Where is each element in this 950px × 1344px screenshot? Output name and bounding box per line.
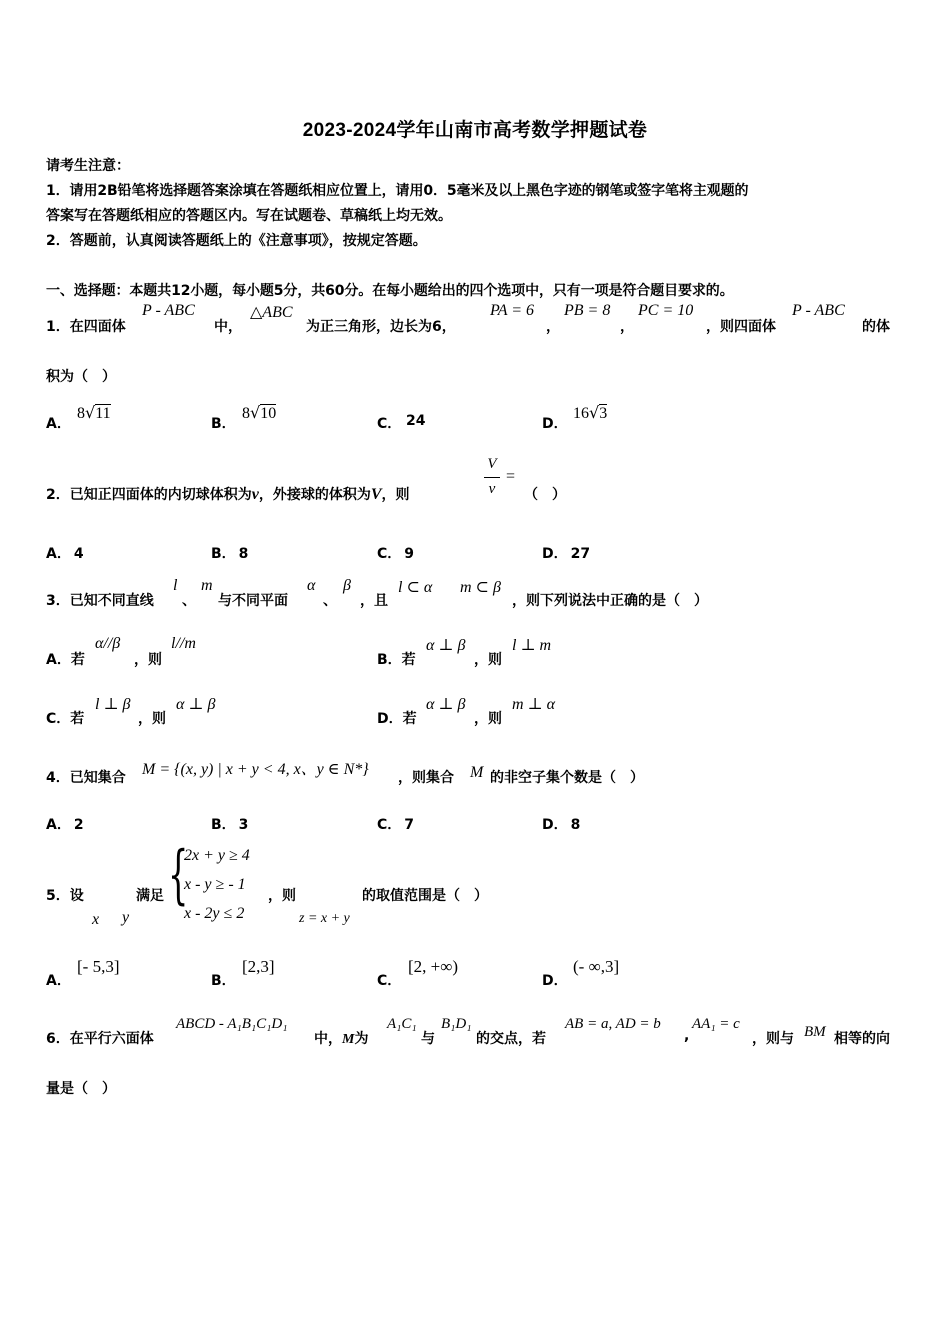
q5-option-b-label[interactable]: B． — [211, 973, 236, 989]
q5-text-1: 5．设 — [46, 888, 84, 904]
q3-option-b-result[interactable]: l ⊥ m — [512, 637, 552, 654]
q1-text-3: 为正三角形，边长为6， — [306, 319, 456, 335]
q3-text-1: 3．已知不同直线 — [46, 593, 154, 609]
q3-option-d-then[interactable]: ，则 — [474, 711, 502, 727]
q5-option-b-value[interactable]: [2,3] — [242, 957, 275, 976]
q5-text-3: ，则 — [268, 888, 296, 904]
q1-math-pb: PB = 8 — [564, 302, 611, 319]
q4-math-set: M = {(x, y) | x + y < 4, x、y ∈ N*} — [142, 761, 369, 778]
q2-fraction-bar — [484, 477, 500, 478]
q5-text-4: 的取值范围是（ ） — [362, 888, 488, 904]
q2-fraction-numerator: V — [487, 456, 497, 472]
q1-option-b-value[interactable]: 8√10 — [242, 403, 277, 422]
q1-math-pc: PC = 10 — [638, 302, 694, 319]
q1-comma-1: ， — [546, 319, 560, 335]
q3-sep-1: 、 — [182, 593, 196, 609]
q3-option-a-then[interactable]: ，则 — [134, 652, 162, 668]
q3-option-a-result[interactable]: l//m — [171, 635, 196, 652]
q3-option-a-label[interactable]: A．若 — [46, 652, 85, 668]
q1-math-tetrahedron: P - ABC — [142, 302, 195, 319]
q5-option-c-label[interactable]: C． — [377, 973, 402, 989]
q5-math-z: z = x + y — [299, 911, 350, 926]
q3-option-c-cond[interactable]: l ⊥ β — [95, 696, 131, 713]
q1-option-d-label[interactable]: D． — [542, 416, 568, 432]
q4-option-c[interactable]: C． 7 — [377, 817, 415, 833]
q4-text-3: 的非空子集个数是（ ） — [490, 770, 644, 786]
q6-text-3: 与 — [421, 1031, 435, 1047]
notice-heading: 请考生注意： — [46, 158, 130, 174]
q6-comma: , — [684, 1028, 690, 1044]
q3-text-3: ，且 — [360, 593, 388, 609]
q1-text-4: ，则四面体 — [706, 319, 776, 335]
q3-math-cond-1: l ⊂ α — [398, 579, 433, 596]
q1-math-tetrahedron-2: P - ABC — [792, 302, 845, 319]
q2-option-c[interactable]: C． 9 — [377, 546, 415, 562]
q2-equals: = — [506, 468, 516, 485]
q6-text-4: 的交点，若 — [476, 1031, 546, 1047]
q3-math-l: l — [173, 577, 178, 594]
q1-option-b-label[interactable]: B． — [211, 416, 236, 432]
notice-item-2: 2．答题前，认真阅读答题纸上的《注意事项》，按规定答题。 — [46, 233, 427, 249]
q2-fraction-denominator: v — [488, 481, 496, 497]
q1-option-d-value[interactable]: 16√3 — [573, 403, 608, 422]
q2-option-a[interactable]: A． 4 — [46, 546, 84, 562]
q1-option-a-value[interactable]: 8√11 — [77, 403, 111, 422]
q1-text-2: 中， — [214, 319, 242, 335]
q6-text-1: 6．在平行六面体 — [46, 1031, 154, 1047]
q3-option-c-then[interactable]: ，则 — [138, 711, 166, 727]
q1-text-1: 1．在四面体 — [46, 319, 126, 335]
q6-text-2: 中，M为 — [314, 1031, 369, 1047]
q5-brace: { — [168, 838, 189, 912]
q2-option-b[interactable]: B． 8 — [211, 546, 249, 562]
q5-option-a-value[interactable]: [- 5,3] — [77, 957, 120, 976]
q3-option-b-then[interactable]: ，则 — [474, 652, 502, 668]
q5-option-d-label[interactable]: D． — [542, 973, 568, 989]
q5-math-x: x — [92, 911, 100, 928]
q6-math-a1c1: A₁C₁ — [387, 1016, 417, 1032]
q3-option-c-result[interactable]: α ⊥ β — [176, 696, 216, 713]
q3-option-b-label[interactable]: B．若 — [377, 652, 416, 668]
section-1-header: 一、选择题：本题共12小题，每小题5分，共60分。在每小题给出的四个选项中，只有一项是符合题目要求的。 — [46, 283, 734, 299]
q6-text-6: 相等的向 — [834, 1031, 890, 1047]
q4-text-2: ，则集合 — [398, 770, 454, 786]
q4-option-b[interactable]: B． 3 — [211, 817, 249, 833]
q1-math-pa: PA = 6 — [490, 302, 534, 319]
q4-math-m: M — [470, 764, 484, 781]
q6-math-aa1: AA₁ = c — [692, 1016, 740, 1032]
q3-math-beta: β — [343, 577, 351, 594]
q3-sep-2: 、 — [323, 593, 337, 609]
q5-option-a-label[interactable]: A． — [46, 973, 71, 989]
q4-option-d[interactable]: D． 8 — [542, 817, 581, 833]
q1-option-c-value[interactable]: 24 — [406, 413, 426, 429]
q3-option-d-label[interactable]: D．若 — [377, 711, 417, 727]
q1-text-5: 的体 — [862, 319, 890, 335]
q3-option-c-label[interactable]: C．若 — [46, 711, 85, 727]
q5-system-line-3: x - 2y ≤ 2 — [184, 905, 245, 922]
q1-text-line-2: 积为（ ） — [46, 369, 116, 385]
q5-option-d-value[interactable]: (- ∞,3] — [573, 957, 620, 976]
q5-option-c-value[interactable]: [2, +∞) — [408, 957, 459, 976]
q1-math-triangle: △ABC — [250, 304, 293, 321]
q5-text-2: 满足 — [136, 888, 164, 904]
q6-math-bm: BM — [804, 1024, 826, 1040]
q3-option-a-cond[interactable]: α//β — [95, 635, 121, 652]
page-title: 2023-2024学年山南市高考数学押题试卷 — [302, 120, 648, 141]
q5-system-line-2: x - y ≥ - 1 — [184, 876, 246, 893]
q2-option-d[interactable]: D． 27 — [542, 546, 591, 562]
notice-item-1-line-1: 1．请用2B铅笔将选择题答案涂填在答题纸相应位置上，请用0．5毫米及以上黑色字迹的钢笔或签字笔将主观题的 — [46, 183, 749, 199]
q3-math-cond-2: m ⊂ β — [460, 579, 501, 596]
q1-option-c-label[interactable]: C． — [377, 416, 402, 432]
notice-item-1-line-2: 答案写在答题纸相应的答题区内。写在试题卷、草稿纸上均无效。 — [46, 208, 452, 224]
q6-text-5: ，则与 — [752, 1031, 794, 1047]
q1-comma-2: ， — [620, 319, 634, 335]
q4-option-a[interactable]: A． 2 — [46, 817, 84, 833]
q5-math-y: y — [122, 909, 130, 926]
q3-option-d-cond[interactable]: α ⊥ β — [426, 696, 466, 713]
q6-text-line-2: 量是（ ） — [46, 1081, 116, 1097]
q3-option-d-result[interactable]: m ⊥ α — [512, 696, 555, 713]
q6-math-b1d1: B₁D₁ — [441, 1016, 472, 1032]
q3-option-b-cond[interactable]: α ⊥ β — [426, 637, 466, 654]
q1-option-a-label[interactable]: A． — [46, 416, 71, 432]
q3-math-alpha: α — [307, 577, 316, 594]
q3-math-m: m — [201, 577, 213, 594]
q6-math-parallelepiped: ABCD - A₁B₁C₁D₁ — [176, 1016, 288, 1032]
q2-text-2: （ ） — [524, 487, 566, 503]
q5-system-line-1: 2x + y ≥ 4 — [184, 847, 250, 864]
q3-text-2: 与不同平面 — [218, 593, 288, 609]
q4-text-1: 4．已知集合 — [46, 770, 126, 786]
q2-text-1: 2．已知正四面体的内切球体积为v，外接球的体积为V，则 — [46, 486, 410, 503]
q6-math-ab-ad: AB = a, AD = b — [565, 1016, 661, 1032]
q3-text-4: ，则下列说法中正确的是（ ） — [512, 593, 708, 609]
